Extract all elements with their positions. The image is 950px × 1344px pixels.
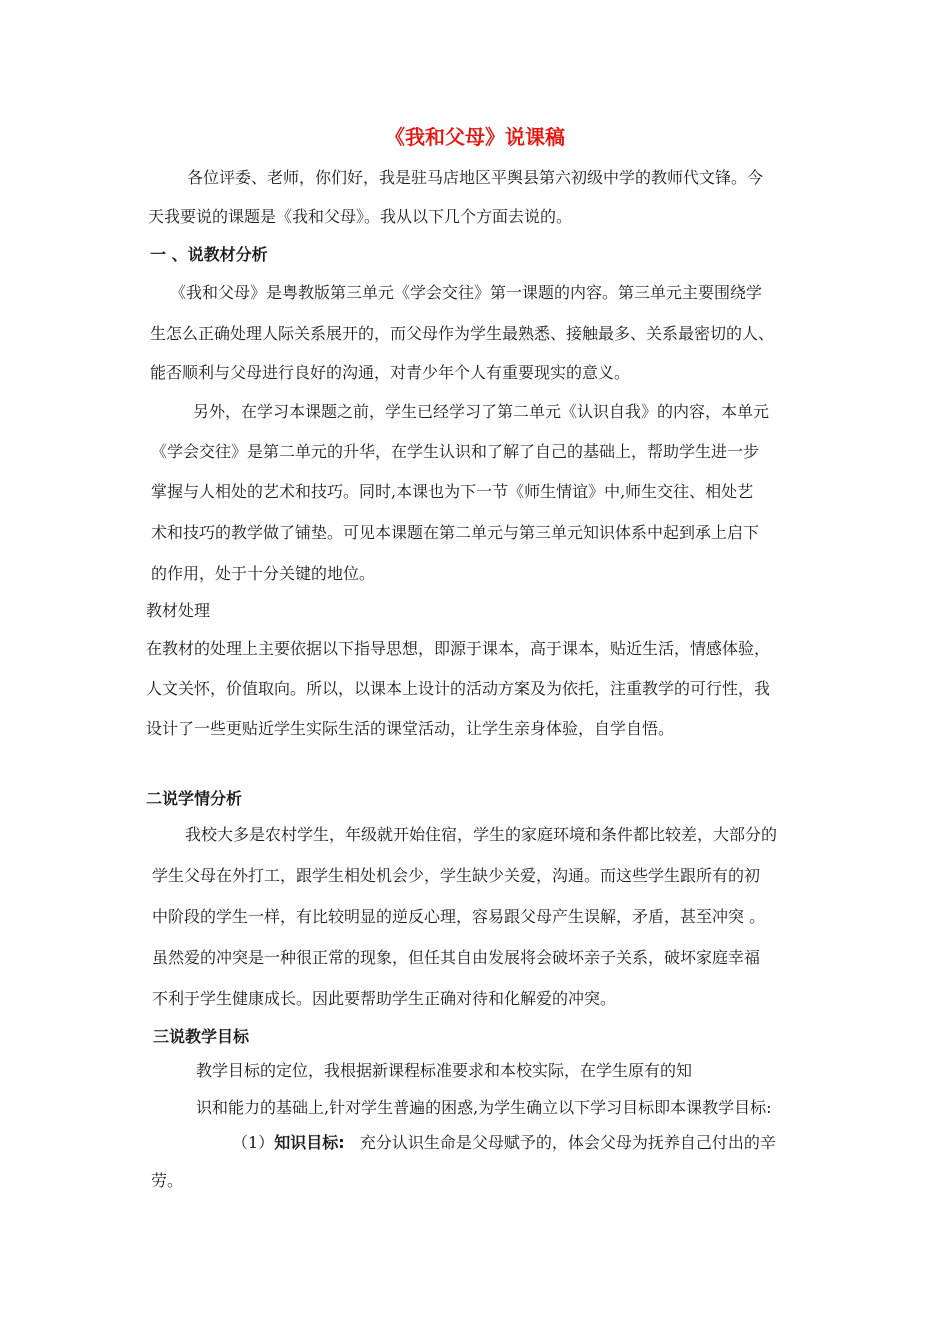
section-1-para3-line-1: 在教材的处理上主要依据以下指导思想，即源于课本，高于课本，贴近生活，情感体验，: [146, 639, 771, 658]
section-2-line-5: 不利于学生健康成长。因此要帮助学生正确对待和化解爱的冲突。: [152, 989, 617, 1008]
section-1-para3-line-3: 设计了一些更贴近学生实际生活的课堂活动，让学生亲身体验，自学自悟。: [146, 719, 675, 738]
section-3-line-2: 识和能力的基础上,针对学生普遍的困惑,为学生确立以下学习目标即本课教学目标:: [196, 1098, 772, 1117]
section-3-heading: 三说教学目标: [153, 1027, 250, 1046]
section-1-para2-line-4: 术和技巧的教学做了铺垫。可见本课题在第二单元与第三单元知识体系中起到承上启下: [151, 523, 760, 542]
section-2-line-3: 中阶段的学生一样，有比较明显的逆反心理，容易跟父母产生误解，矛盾，甚至冲突 。: [152, 907, 766, 926]
section-2-line-2: 学生父母在外打工，跟学生相处机会少，学生缺少关爱，沟通。而这些学生跟所有的初: [152, 866, 761, 885]
section-3-line-1: 教学目标的定位，我根据新课程标准要求和本校实际，在学生原有的知: [196, 1061, 693, 1080]
goal-1-label: 知识目标:: [274, 1133, 345, 1152]
section-1-para2-line-2: 《学会交往》是第二单元的升华，在学生认识和了解了自己的基础上，帮助学生进一步: [151, 442, 760, 461]
section-1-subheading: 教材处理: [146, 601, 211, 620]
section-1-para1-line-1: 《我和父母》是粤教版第三单元《学会交往》第一课题的内容。第三单元主要围绕学: [170, 283, 763, 302]
intro-line-2: 天我要说的课题是《我和父母》。我从以下几个方面去说的。: [148, 207, 573, 226]
section-1-para2-line-3: 掌握与人相处的艺术和技巧。同时,本课也为下一节《师生情谊》中,师生交往、相处艺: [151, 482, 754, 501]
goal-1-number: （1）: [232, 1133, 275, 1152]
section-1-para2-line-5: 的作用，处于十分关键的地位。: [151, 564, 376, 583]
goal-1-text: 充分认识生命是父母赋予的，体会父母为抚养自己付出的辛: [359, 1133, 776, 1152]
section-1-para1-line-2: 生怎么正确处理人际关系展开的，而父母作为学生最熟悉、接触最多、关系最密切的人、: [150, 324, 775, 343]
section-2-line-4: 虽然爱的冲突是一种很正常的现象，但任其自由发展将会破坏亲子关系，破坏家庭幸福: [152, 948, 761, 967]
page-title: 《我和父母》说课稿: [385, 125, 565, 149]
intro-line-1: 各位评委、老师，你们好，我是驻马店地区平舆县第六初级中学的教师代文锋。今: [187, 168, 764, 187]
section-1-para2-line-1: 另外，在学习本课题之前，学生已经学习了第二单元《认识自我》的内容，本单元: [193, 402, 770, 421]
section-1-heading: 一 、说教材分析: [150, 245, 268, 264]
section-2-heading: 二说学情分析: [146, 789, 243, 808]
section-2-line-1: 我校大多是农村学生，年级就开始住宿，学生的家庭环境和条件都比较差，大部分的: [185, 825, 778, 844]
knowledge-goal-continuation: 劳。: [151, 1171, 184, 1190]
knowledge-goal-line: [232, 1131, 776, 1155]
section-1-para3-line-2: 人文关怀，价值取向。所以，以课本上设计的活动方案及为依托，注重教学的可行性，我: [146, 679, 771, 698]
section-1-para1-line-3: 能否顺利与父母进行良好的沟通，对青少年个人有重要现实的意义。: [150, 363, 631, 382]
